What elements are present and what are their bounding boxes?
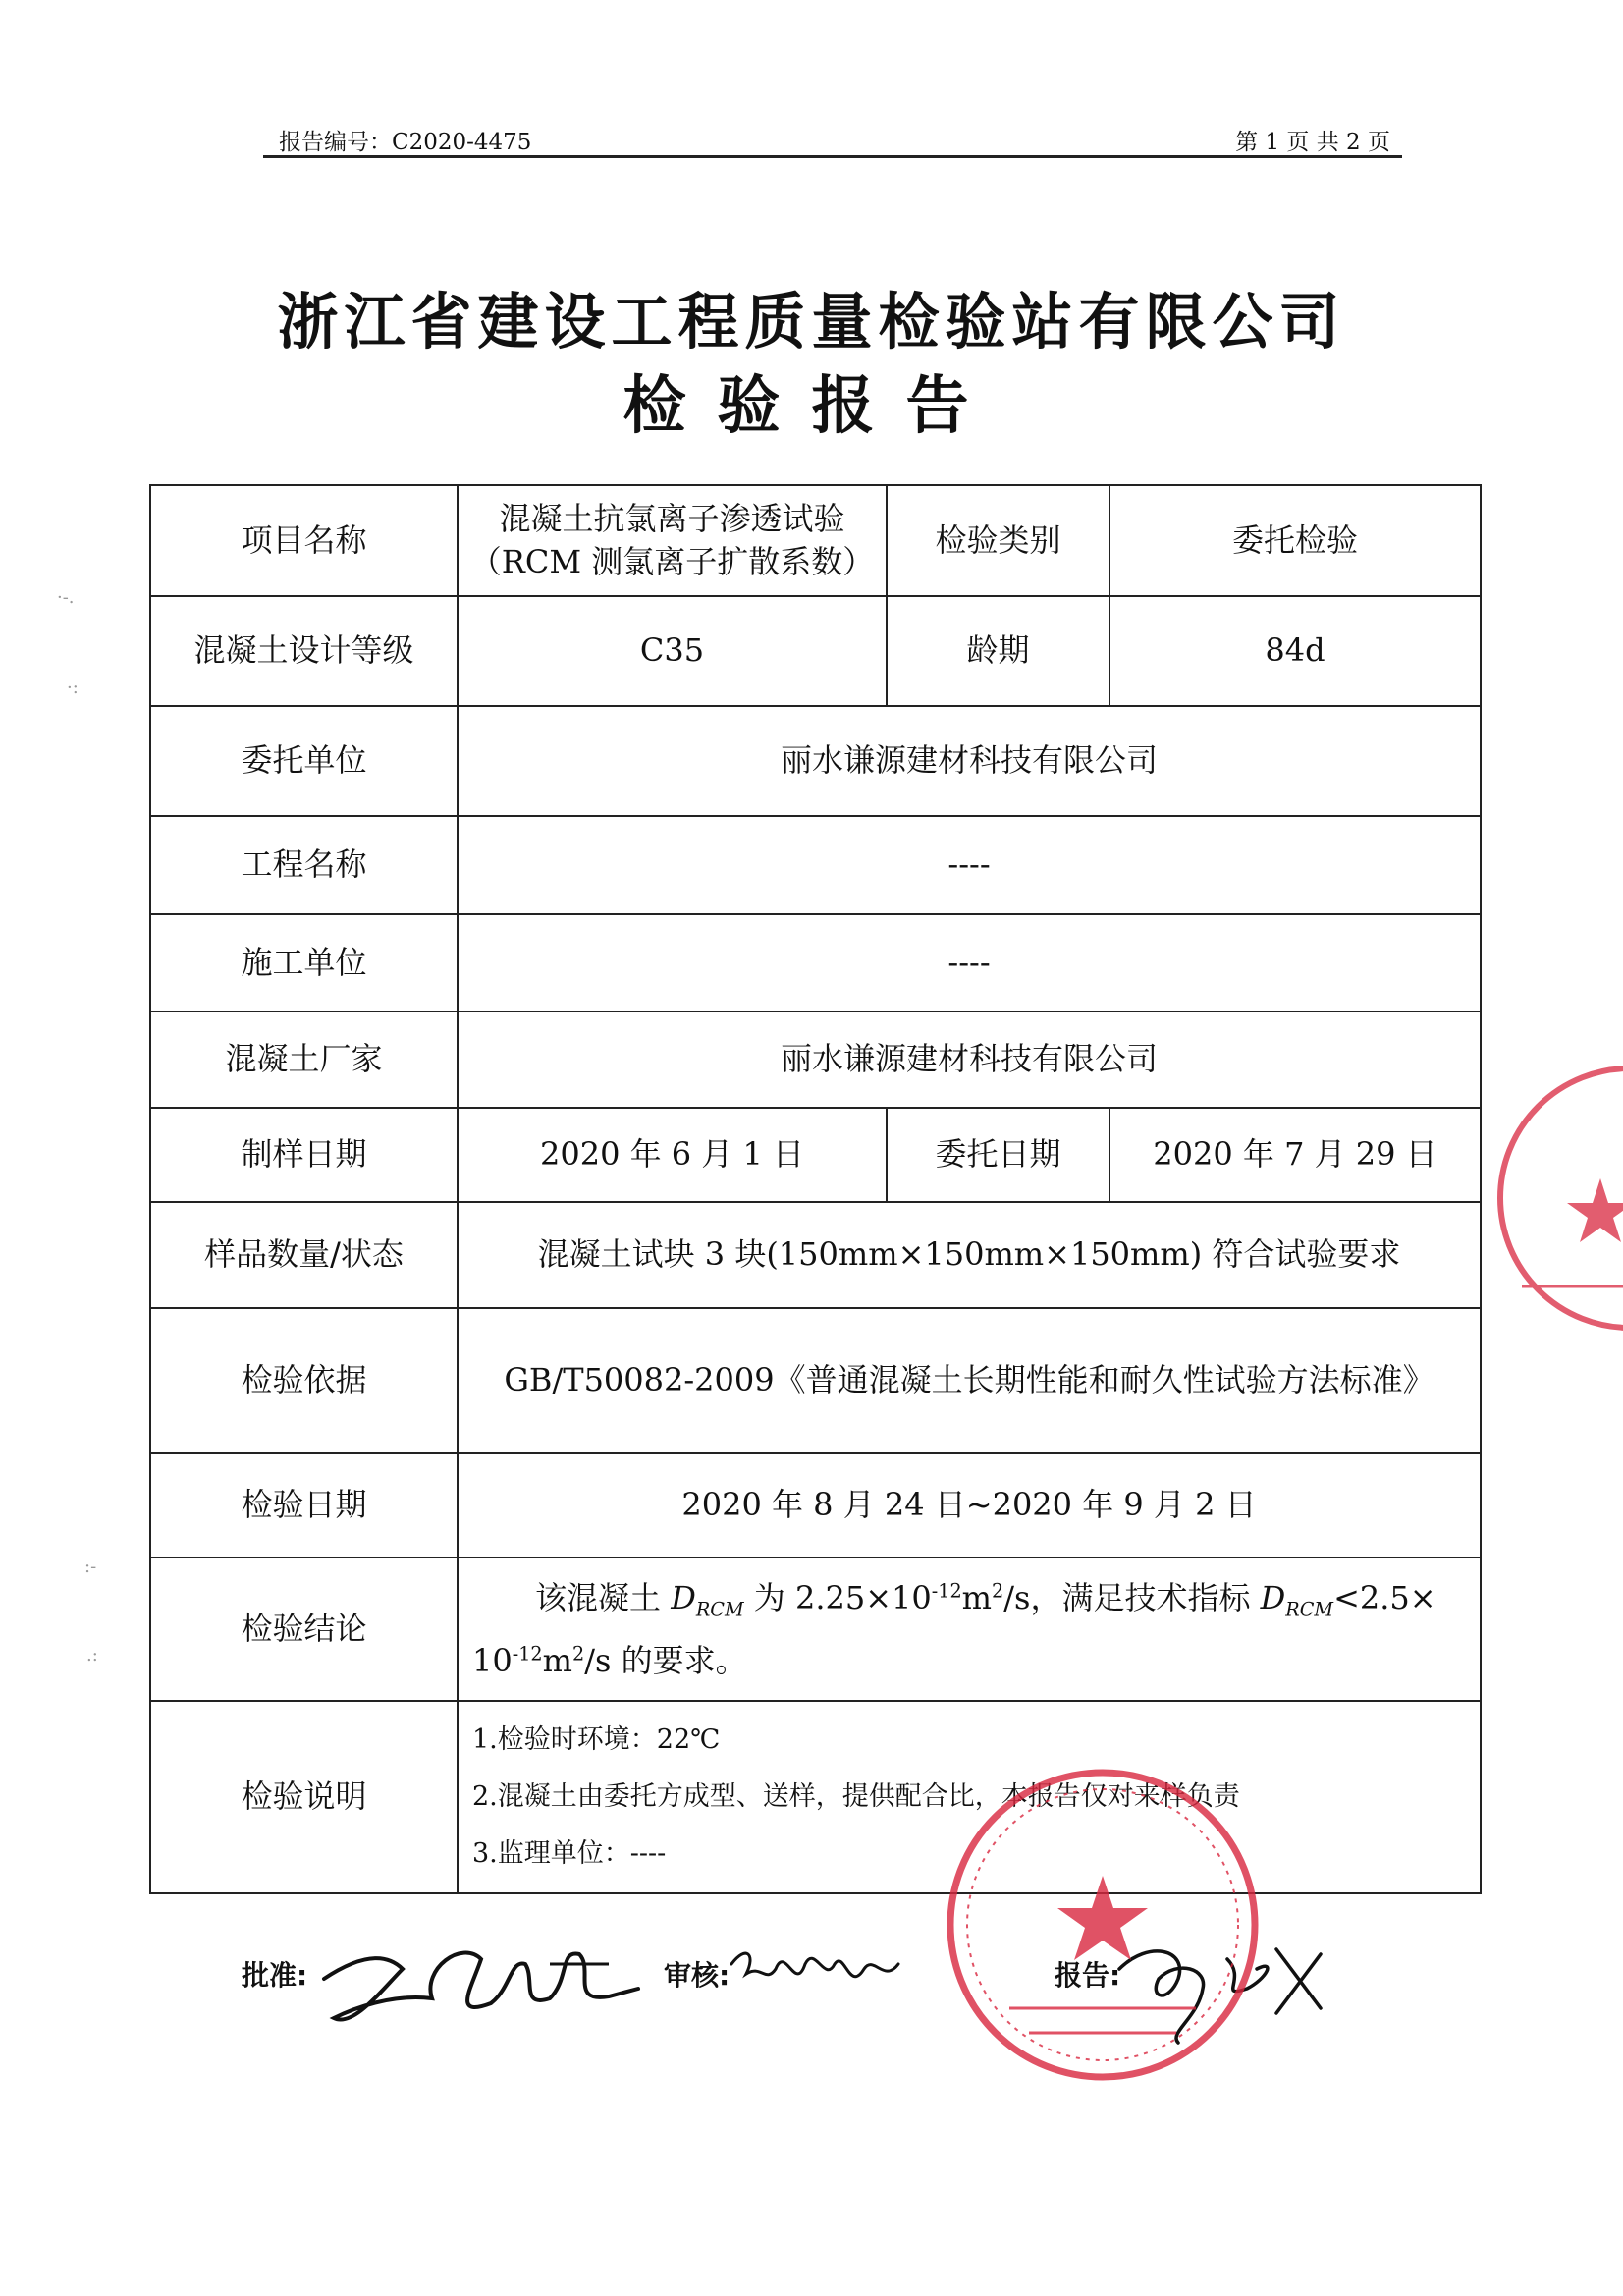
note-item: 3.监理单位：----: [472, 1838, 667, 1870]
test-basis-label: 检验依据: [150, 1308, 458, 1453]
construction-unit-value: ----: [458, 914, 1481, 1011]
project-name-line-2: （RCM 测氯离子扩散系数）: [469, 542, 875, 580]
table-row: [150, 1011, 1481, 1108]
table-row: [150, 1308, 1481, 1453]
project-name-label: 项目名称: [150, 485, 458, 596]
sample-label: 样品数量/状态: [150, 1202, 458, 1308]
note-item: 2.混凝土由委托方成型、送样，提供配合比，本报告仅对来样负责: [472, 1781, 1240, 1813]
table-row: [150, 1108, 1481, 1202]
table-row: [150, 1558, 1481, 1701]
test-type-label: 检验类别: [887, 485, 1109, 596]
report-label: 报告:: [1055, 1959, 1121, 1992]
scan-mark: .:: [86, 1645, 98, 1666]
table-row: [150, 1202, 1481, 1308]
approve-label: 批准:: [242, 1959, 308, 1992]
table-row: [150, 816, 1481, 914]
engineering-name-label: 工程名称: [150, 816, 458, 914]
table-row: [150, 1453, 1481, 1558]
conclusion-label: 检验结论: [150, 1558, 458, 1701]
edge-seal: [1483, 1051, 1623, 1345]
entrust-date-label: 委托日期: [887, 1108, 1109, 1202]
age-value: 84d: [1109, 596, 1481, 706]
test-type-value: 委托检验: [1109, 485, 1481, 596]
client-value: 丽水谦源建材科技有限公司: [458, 706, 1481, 816]
project-name-line-1: 混凝土抗氯离子渗透试验: [499, 500, 845, 538]
report-table: [149, 484, 1482, 1894]
concrete-maker-value: 丽水谦源建材科技有限公司: [458, 1011, 1481, 1108]
table-row: [150, 1701, 1481, 1893]
notes-label: 检验说明: [150, 1701, 458, 1893]
project-name-value: [458, 485, 887, 596]
company-seal: [941, 1763, 1265, 2087]
scan-mark: :-: [84, 1557, 97, 1577]
document-title: 检验报告: [622, 369, 1001, 443]
design-grade-label: 混凝土设计等级: [150, 596, 458, 706]
sample-value: 混凝土试块 3 块(150mm×150mm×150mm) 符合试验要求: [458, 1202, 1481, 1308]
construction-unit-label: 施工单位: [150, 914, 458, 1011]
age-label: 龄期: [887, 596, 1109, 706]
conclusion-value: 该混凝土 $D_{RCM}$ 为 $2.25\times 10^{-12}m^2/s$，满足技术指标 $D_{RCM}<2.5\times$ $10^{-12}m^2/s$ 的要求。: [458, 1558, 1481, 1701]
scan-mark: ·:: [67, 678, 79, 698]
design-grade-value: C35: [458, 596, 887, 706]
scan-mark: ·-.: [57, 587, 75, 608]
note-item: 1.检验时环境：22℃: [472, 1724, 721, 1755]
sample-date-label: 制样日期: [150, 1108, 458, 1202]
report-number: 报告编号：C2020-4475: [279, 130, 532, 155]
reviewer-signature: [727, 1925, 903, 2013]
table-row: [150, 914, 1481, 1011]
entrust-date-value: 2020 年 7 月 29 日: [1109, 1108, 1481, 1202]
client-label: 委托单位: [150, 706, 458, 816]
test-date-value: 2020 年 8 月 24 日~2020 年 9 月 2 日: [458, 1453, 1481, 1558]
approver-signature: [314, 1910, 648, 2048]
table-row: [150, 485, 1481, 596]
concrete-maker-label: 混凝土厂家: [150, 1011, 458, 1108]
table-row: [150, 596, 1481, 706]
report-header: [263, 122, 1402, 158]
page-info: 第 1 页 共 2 页: [1235, 130, 1390, 155]
engineering-name-value: ----: [458, 816, 1481, 914]
table-row: [150, 706, 1481, 816]
test-basis-value: GB/T50082-2009《普通混凝土长期性能和耐久性试验方法标准》: [458, 1308, 1481, 1453]
review-label: 审核:: [664, 1959, 730, 1992]
test-date-label: 检验日期: [150, 1453, 458, 1558]
organization-title: 浙江省建设工程质量检验站有限公司: [277, 286, 1346, 357]
sample-date-value: 2020 年 6 月 1 日: [458, 1108, 887, 1202]
